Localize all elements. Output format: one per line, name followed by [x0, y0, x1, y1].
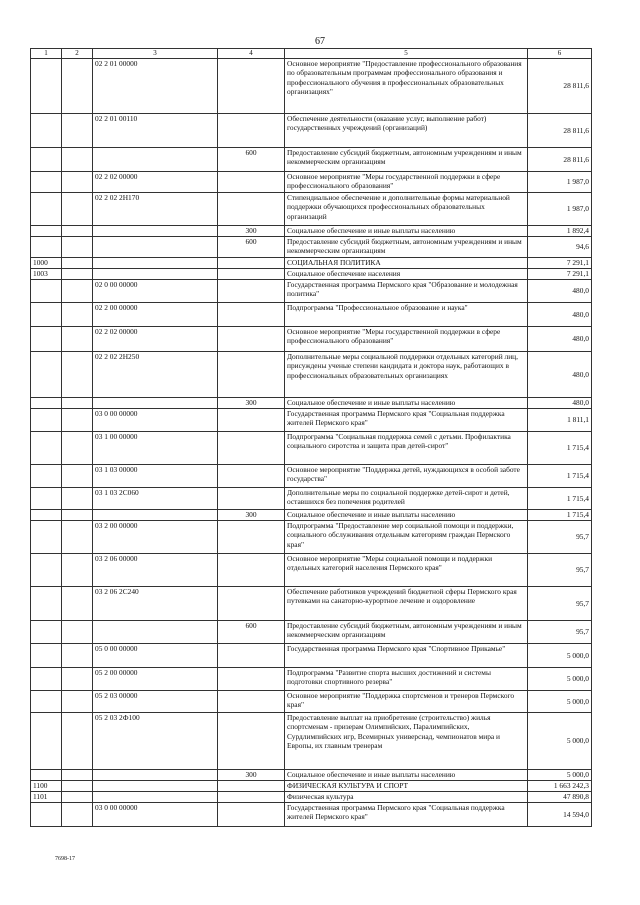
description-cell: Социальное обеспечение населения — [285, 269, 528, 280]
section-code-cell: 1100 — [31, 781, 62, 792]
amount-cell: 1 715,4 — [528, 510, 592, 521]
expense-type-code-cell — [218, 644, 285, 668]
description-cell: Государственная программа Пермского края "Социальная поддержка жителей Пермского края" — [285, 803, 528, 827]
description-cell: Основное мероприятие "Предоставление профессионального образования по образовательным программам профессионального образования и профессионального обучения в профессиональных образовательных организациях" — [285, 59, 528, 114]
target-article-code-cell: 05 0 00 00000 — [93, 644, 218, 668]
amount-cell: 1 715,4 — [528, 488, 592, 510]
description-cell: Подпрограмма "Социальная поддержка семей с детьми. Профилактика социального сиротства и защита прав детей-сирот" — [285, 432, 528, 465]
table-row — [31, 803, 592, 827]
table-row — [31, 409, 592, 432]
table-row — [31, 621, 592, 644]
target-article-code-cell — [93, 226, 218, 237]
amount-cell: 5 000,0 — [528, 691, 592, 713]
section-code-cell — [31, 172, 62, 193]
subsection-code-cell — [62, 510, 93, 521]
expense-type-code-cell — [218, 280, 285, 303]
description-cell: СОЦИАЛЬНАЯ ПОЛИТИКА — [285, 258, 528, 269]
expense-type-code-cell — [218, 269, 285, 280]
amount-cell: 95,7 — [528, 521, 592, 554]
target-article-code-cell: 02 2 02 2Н170 — [93, 193, 218, 226]
section-code-cell — [31, 770, 62, 781]
expense-type-code-cell — [218, 587, 285, 621]
section-code-cell — [31, 521, 62, 554]
amount-cell: 7 291,1 — [528, 269, 592, 280]
amount-cell: 1 811,1 — [528, 409, 592, 432]
description-cell: ФИЗИЧЕСКАЯ КУЛЬТУРА И СПОРТ — [285, 781, 528, 792]
section-code-cell — [31, 226, 62, 237]
section-code-cell — [31, 398, 62, 409]
subsection-code-cell — [62, 668, 93, 691]
section-code-cell — [31, 803, 62, 827]
description-cell: Обеспечение работников учреждений бюджетной сферы Пермского края путевками на санаторно-курортное лечение и оздоровление — [285, 587, 528, 621]
target-article-code-cell: 02 2 01 00000 — [93, 59, 218, 114]
subsection-code-cell — [62, 521, 93, 554]
table-row — [31, 691, 592, 713]
table-row — [31, 258, 592, 269]
section-code-cell — [31, 510, 62, 521]
target-article-code-cell: 03 2 06 2С240 — [93, 587, 218, 621]
target-article-code-cell: 02 2 00 00000 — [93, 303, 218, 327]
description-cell: Основное мероприятие "Меры государственной поддержки в сфере профессионального образования" — [285, 172, 528, 193]
section-code-cell — [31, 114, 62, 148]
table-row — [31, 114, 592, 148]
description-cell: Государственная программа Пермского края "Социальная поддержка жителей Пермского края" — [285, 409, 528, 432]
header-col-3: 3 — [93, 49, 218, 59]
subsection-code-cell — [62, 432, 93, 465]
description-cell: Социальное обеспечение и иные выплаты населению — [285, 226, 528, 237]
description-cell: Предоставление субсидий бюджетным, автономным учреждениям и иным некоммерческим организациям — [285, 237, 528, 258]
header-col-1: 1 — [31, 49, 62, 59]
expense-type-code-cell — [218, 803, 285, 827]
target-article-code-cell — [93, 792, 218, 803]
amount-cell: 28 811,6 — [528, 148, 592, 172]
target-article-code-cell: 05 2 03 00000 — [93, 691, 218, 713]
section-code-cell — [31, 644, 62, 668]
subsection-code-cell — [62, 148, 93, 172]
description-cell: Социальное обеспечение и иные выплаты населению — [285, 510, 528, 521]
table-row — [31, 303, 592, 327]
section-code-cell — [31, 303, 62, 327]
description-cell: Социальное обеспечение и иные выплаты населению — [285, 770, 528, 781]
target-article-code-cell: 03 1 00 00000 — [93, 432, 218, 465]
section-code-cell — [31, 148, 62, 172]
subsection-code-cell — [62, 713, 93, 770]
expense-type-code-cell — [218, 713, 285, 770]
subsection-code-cell — [62, 398, 93, 409]
subsection-code-cell — [62, 554, 93, 587]
amount-cell: 95,7 — [528, 621, 592, 644]
target-article-code-cell — [93, 398, 218, 409]
description-cell: Основное мероприятие "Поддержка спортсменов и тренеров Пермского края" — [285, 691, 528, 713]
target-article-code-cell: 03 2 00 00000 — [93, 521, 218, 554]
amount-cell: 480,0 — [528, 398, 592, 409]
expense-type-code-cell — [218, 327, 285, 352]
subsection-code-cell — [62, 803, 93, 827]
subsection-code-cell — [62, 465, 93, 488]
section-code-cell: 1000 — [31, 258, 62, 269]
description-cell: Обеспечение деятельности (оказание услуг, выполнение работ) государственных учреждений (организаций) — [285, 114, 528, 148]
header-col-6: 6 — [528, 49, 592, 59]
amount-cell: 28 811,6 — [528, 114, 592, 148]
expense-type-code-cell — [218, 352, 285, 398]
amount-cell: 480,0 — [528, 352, 592, 398]
section-code-cell — [31, 488, 62, 510]
description-cell: Подпрограмма "Предоставление мер социальной помощи и поддержки, социального обслуживания отдельным категориям граждан Пермского края" — [285, 521, 528, 554]
target-article-code-cell: 02 2 01 00110 — [93, 114, 218, 148]
expense-type-code-cell: 600 — [218, 621, 285, 644]
description-cell: Дополнительные меры социальной поддержки отдельных категорий лиц, присуждены ученые степени кандидата и доктора наук, работающих в профессиональных образовательных организациях — [285, 352, 528, 398]
table-row — [31, 488, 592, 510]
expense-type-code-cell — [218, 59, 285, 114]
target-article-code-cell: 02 0 00 00000 — [93, 280, 218, 303]
amount-cell: 1 715,4 — [528, 465, 592, 488]
page-number: 67 — [315, 36, 325, 47]
expense-type-code-cell — [218, 193, 285, 226]
amount-cell: 14 594,0 — [528, 803, 592, 827]
section-code-cell — [31, 193, 62, 226]
description-cell: Подпрограмма "Развитие спорта высших достижений и системы подготовки спортивного резерва" — [285, 668, 528, 691]
target-article-code-cell — [93, 269, 218, 280]
expense-type-code-cell — [218, 781, 285, 792]
table-row — [31, 269, 592, 280]
subsection-code-cell — [62, 781, 93, 792]
section-code-cell — [31, 691, 62, 713]
section-code-cell — [31, 587, 62, 621]
description-cell: Государственная программа Пермского края "Спортивное Прикамье" — [285, 644, 528, 668]
subsection-code-cell — [62, 327, 93, 352]
section-code-cell — [31, 465, 62, 488]
header-col-2: 2 — [62, 49, 93, 59]
subsection-code-cell — [62, 59, 93, 114]
description-cell: Предоставление субсидий бюджетным, автономным учреждениям и иным некоммерческим организациям — [285, 621, 528, 644]
table-row — [31, 521, 592, 554]
table-row — [31, 510, 592, 521]
description-cell: Основное мероприятие "Меры государственной поддержки в сфере профессионального образования" — [285, 327, 528, 352]
table-row — [31, 148, 592, 172]
description-cell: Социальное обеспечение и иные выплаты населению — [285, 398, 528, 409]
target-article-code-cell: 05 2 03 2Ф100 — [93, 713, 218, 770]
subsection-code-cell — [62, 587, 93, 621]
expense-type-code-cell: 300 — [218, 510, 285, 521]
section-code-cell — [31, 280, 62, 303]
expense-type-code-cell — [218, 465, 285, 488]
header-col-4: 4 — [218, 49, 285, 59]
table-row — [31, 193, 592, 226]
section-code-cell — [31, 352, 62, 398]
table-row — [31, 554, 592, 587]
section-code-cell — [31, 327, 62, 352]
target-article-code-cell: 02 2 02 2Н250 — [93, 352, 218, 398]
table-row — [31, 587, 592, 621]
subsection-code-cell — [62, 691, 93, 713]
target-article-code-cell — [93, 770, 218, 781]
amount-cell: 7 291,1 — [528, 258, 592, 269]
expense-type-code-cell — [218, 691, 285, 713]
table-row — [31, 644, 592, 668]
expense-type-code-cell — [218, 488, 285, 510]
amount-cell: 94,6 — [528, 237, 592, 258]
description-cell: Предоставление выплат на приобретение (строительство) жилья спортсменам - призерам Олимпийских, Паралимпийских, Сурдлимпийских игр, Всемирных универсиад, чемпионатов мира и Европы, их главным тренерам — [285, 713, 528, 770]
expense-type-code-cell — [218, 668, 285, 691]
amount-cell: 480,0 — [528, 327, 592, 352]
amount-cell: 5 000,0 — [528, 668, 592, 691]
footer-code: 7698-17 — [55, 856, 75, 862]
section-code-cell — [31, 668, 62, 691]
section-code-cell — [31, 59, 62, 114]
target-article-code-cell: 03 2 06 00000 — [93, 554, 218, 587]
table-row — [31, 713, 592, 770]
table-row — [31, 352, 592, 398]
subsection-code-cell — [62, 172, 93, 193]
table-row — [31, 792, 592, 803]
expense-type-code-cell — [218, 172, 285, 193]
subsection-code-cell — [62, 269, 93, 280]
table-row — [31, 668, 592, 691]
section-code-cell — [31, 432, 62, 465]
target-article-code-cell: 02 2 02 00000 — [93, 327, 218, 352]
description-cell: Подпрограмма "Профессиональное образование и наука" — [285, 303, 528, 327]
description-cell: Предоставление субсидий бюджетным, автономным учреждениям и иным некоммерческим организациям — [285, 148, 528, 172]
table-row — [31, 327, 592, 352]
table-row — [31, 398, 592, 409]
table-row — [31, 172, 592, 193]
description-cell: Основное мероприятие "Меры социальной помощи и поддержки отдельных категорий населения Пермского края" — [285, 554, 528, 587]
section-code-cell: 1101 — [31, 792, 62, 803]
description-cell: Государственная программа Пермского края "Образование и молодежная политика" — [285, 280, 528, 303]
target-article-code-cell: 03 0 00 00000 — [93, 409, 218, 432]
subsection-code-cell — [62, 193, 93, 226]
subsection-code-cell — [62, 237, 93, 258]
table-row — [31, 280, 592, 303]
description-cell: Стипендиальное обеспечение и дополнительные формы материальной поддержки обучающихся профессиональных образовательных организаций — [285, 193, 528, 226]
target-article-code-cell: 05 2 00 00000 — [93, 668, 218, 691]
target-article-code-cell — [93, 258, 218, 269]
target-article-code-cell — [93, 237, 218, 258]
amount-cell: 1 987,0 — [528, 172, 592, 193]
amount-cell: 1 987,0 — [528, 193, 592, 226]
target-article-code-cell: 03 1 03 00000 — [93, 465, 218, 488]
expense-type-code-cell — [218, 114, 285, 148]
section-code-cell — [31, 409, 62, 432]
table-row — [31, 226, 592, 237]
subsection-code-cell — [62, 303, 93, 327]
section-code-cell — [31, 621, 62, 644]
amount-cell: 95,7 — [528, 554, 592, 587]
subsection-code-cell — [62, 770, 93, 781]
amount-cell: 5 000,0 — [528, 770, 592, 781]
amount-cell: 480,0 — [528, 280, 592, 303]
description-cell: Основное мероприятие "Поддержка детей, нуждающихся в особой заботе государства" — [285, 465, 528, 488]
section-code-cell — [31, 713, 62, 770]
section-code-cell — [31, 554, 62, 587]
target-article-code-cell — [93, 510, 218, 521]
amount-cell: 1 715,4 — [528, 432, 592, 465]
expense-type-code-cell: 300 — [218, 226, 285, 237]
expense-type-code-cell — [218, 432, 285, 465]
amount-cell: 28 811,6 — [528, 59, 592, 114]
expense-type-code-cell — [218, 521, 285, 554]
table-row — [31, 59, 592, 114]
table-row — [31, 432, 592, 465]
expense-type-code-cell — [218, 303, 285, 327]
expense-type-code-cell — [218, 554, 285, 587]
subsection-code-cell — [62, 488, 93, 510]
table-row — [31, 770, 592, 781]
expense-type-code-cell — [218, 258, 285, 269]
subsection-code-cell — [62, 621, 93, 644]
expense-type-code-cell — [218, 792, 285, 803]
target-article-code-cell — [93, 621, 218, 644]
amount-cell: 480,0 — [528, 303, 592, 327]
table-row — [31, 781, 592, 792]
target-article-code-cell: 02 2 02 00000 — [93, 172, 218, 193]
expense-type-code-cell: 600 — [218, 237, 285, 258]
subsection-code-cell — [62, 280, 93, 303]
subsection-code-cell — [62, 226, 93, 237]
table-row — [31, 237, 592, 258]
target-article-code-cell: 03 1 03 2С060 — [93, 488, 218, 510]
subsection-code-cell — [62, 644, 93, 668]
subsection-code-cell — [62, 114, 93, 148]
subsection-code-cell — [62, 258, 93, 269]
amount-cell: 5 000,0 — [528, 713, 592, 770]
subsection-code-cell — [62, 409, 93, 432]
target-article-code-cell — [93, 148, 218, 172]
amount-cell: 1 892,4 — [528, 226, 592, 237]
header-col-5: 5 — [285, 49, 528, 59]
target-article-code-cell: 03 0 00 00000 — [93, 803, 218, 827]
section-code-cell: 1003 — [31, 269, 62, 280]
target-article-code-cell — [93, 781, 218, 792]
section-code-cell — [31, 237, 62, 258]
table-row — [31, 465, 592, 488]
amount-cell: 47 890,8 — [528, 792, 592, 803]
description-cell: Дополнительные меры по социальной поддержке детей-сирот и детей, оставшихся без попечения родителей — [285, 488, 528, 510]
header-row — [31, 49, 592, 59]
expense-type-code-cell: 600 — [218, 148, 285, 172]
budget-table — [30, 48, 592, 827]
expense-type-code-cell: 300 — [218, 398, 285, 409]
amount-cell: 1 663 242,3 — [528, 781, 592, 792]
amount-cell: 95,7 — [528, 587, 592, 621]
description-cell: Физическая культура — [285, 792, 528, 803]
expense-type-code-cell: 300 — [218, 770, 285, 781]
subsection-code-cell — [62, 352, 93, 398]
subsection-code-cell — [62, 792, 93, 803]
expense-type-code-cell — [218, 409, 285, 432]
amount-cell: 5 000,0 — [528, 644, 592, 668]
